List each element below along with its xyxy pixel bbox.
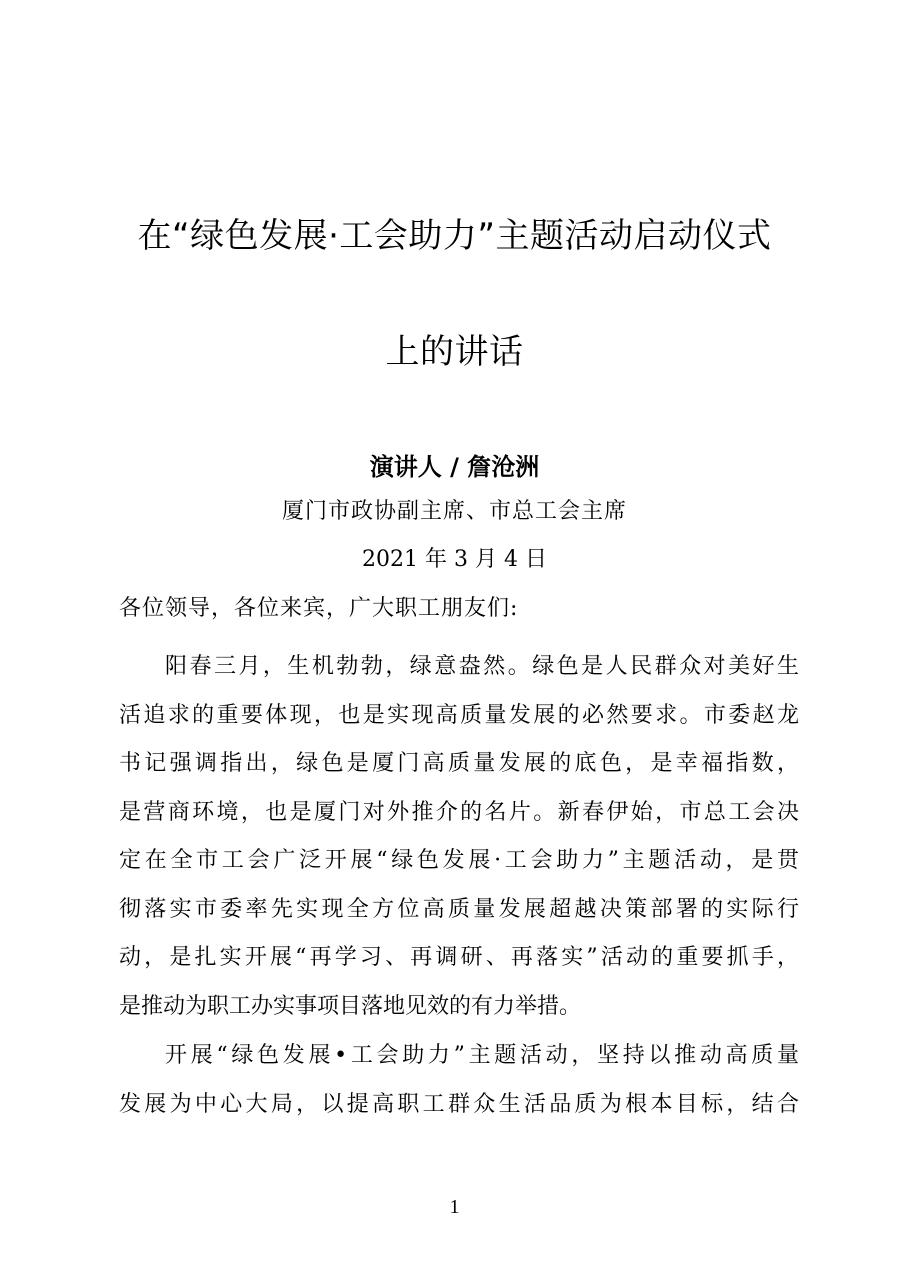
paragraph-line: 开展“绿色发展•工会助力”主题活动，坚持以推动高质量 <box>165 1043 799 1068</box>
paragraph-line: 发展为中心大局，以提高职工群众生活品质为根本目标，结合 <box>119 1091 799 1117</box>
paragraph-2 <box>119 1032 799 1129</box>
paragraph-1 <box>119 643 799 1031</box>
document-title-line-1: 在“绿色发展·工会助力”主题活动启动仪式 <box>137 216 772 256</box>
paragraph-line: 是推动为职工办实事项目落地见效的有力举措。 <box>119 993 582 1019</box>
paragraph-line: 动，是扎实开展“再学习、再调研、再落实”活动的重要抓手， <box>119 945 799 970</box>
paragraph-line: 书记强调指出，绿色是厦门高质量发展的底色，是幸福指数， <box>119 751 799 776</box>
salutation: 各位领导，各位来宾，广大职工朋友们: <box>119 596 519 621</box>
paragraph-line: 彻落实市委率先实现全方位高质量发展超越决策部署的实际行 <box>119 896 799 922</box>
page-number: 1 <box>449 1196 460 1218</box>
speaker-role: 厦门市政协副主席、市总工会主席 <box>281 499 627 524</box>
speaker-name: 演讲人 / 詹沧洲 <box>369 453 540 481</box>
paragraph-line: 定在全市工会广泛开展“绿色发展·工会助力”主题活动，是贯 <box>119 848 799 873</box>
paragraph-line: 是营商环境，也是厦门对外推介的名片。新春伊始，市总工会决 <box>119 799 799 825</box>
document-title-line-2: 上的讲话 <box>385 332 524 372</box>
paragraph-line: 活追求的重要体现，也是实现高质量发展的必然要求。市委赵龙 <box>119 702 799 728</box>
speech-date: 2021 年 3 月 4 日 <box>362 547 547 572</box>
paragraph-line: 阳春三月，生机勃勃，绿意盎然。绿色是人民群众对美好生 <box>165 654 799 679</box>
